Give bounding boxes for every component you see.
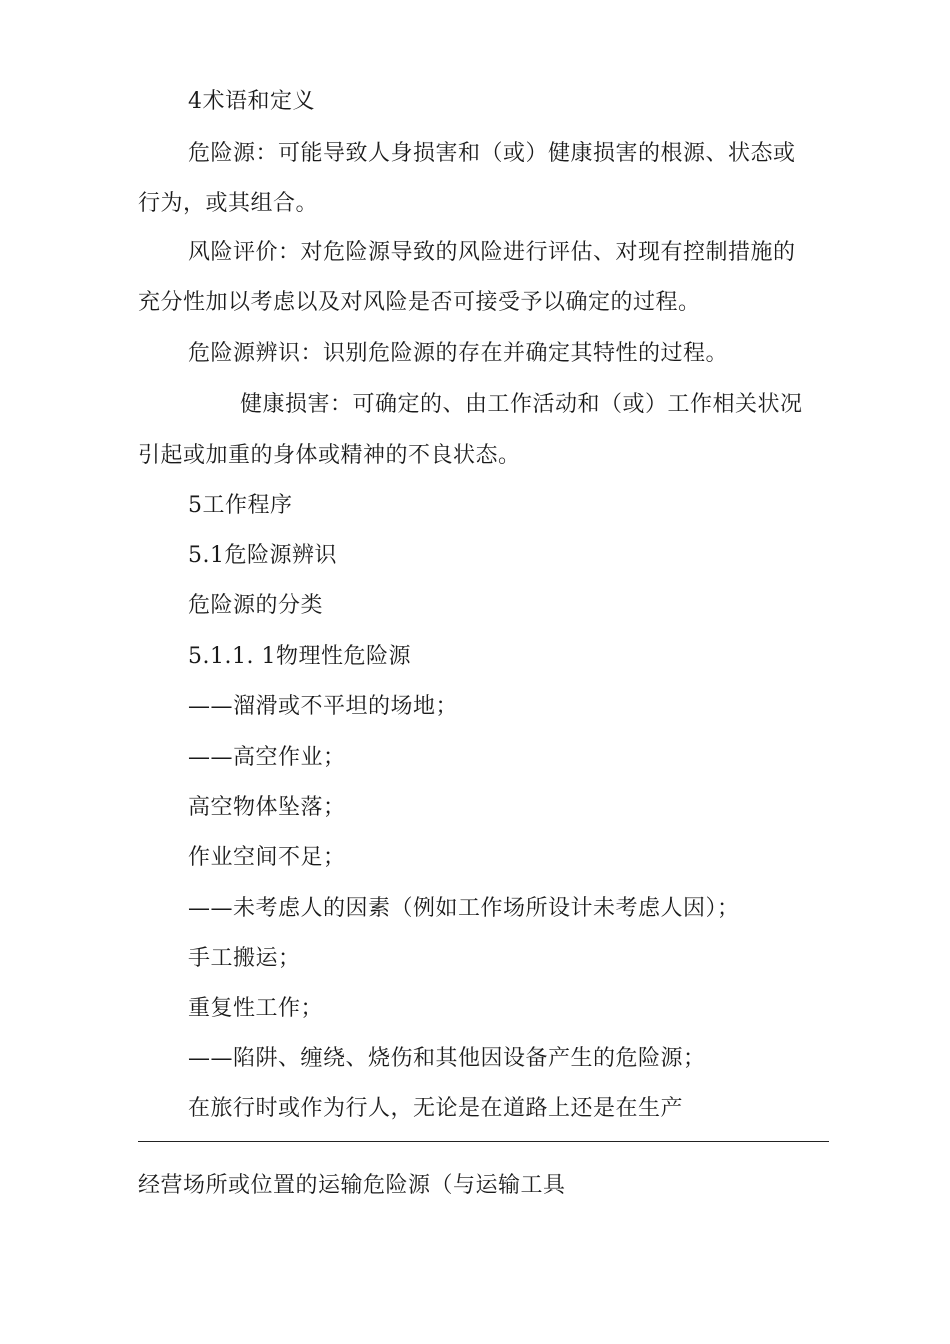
list-item: 手工搬运； bbox=[188, 946, 301, 971]
definition-health-damage-line-1: 健康损害：可确定的、由工作活动和（或）工作相关状况 bbox=[240, 392, 803, 417]
list-item: 高空物体坠落； bbox=[188, 795, 346, 820]
list-item: ——溜滑或不平坦的场地； bbox=[188, 694, 459, 719]
list-item: ——高空作业； bbox=[188, 745, 346, 770]
list-item: ——陷阱、缠绕、烧伤和其他因设备产生的危险源； bbox=[188, 1046, 706, 1071]
section-5-1-heading: 5.1危险源辨识 bbox=[188, 543, 337, 568]
footnote-divider bbox=[138, 1141, 829, 1142]
section-4-heading: 4术语和定义 bbox=[188, 89, 315, 114]
definition-health-damage-line-2: 引起或加重的身体或精神的不良状态。 bbox=[138, 443, 521, 468]
hazard-classification-heading: 危险源的分类 bbox=[188, 593, 324, 618]
section-5-heading: 5工作程序 bbox=[188, 493, 293, 518]
list-item: 在旅行时或作为行人，无论是在道路上还是在生产 bbox=[188, 1096, 684, 1121]
footnote-text: 经营场所或位置的运输危险源（与运输工具 bbox=[138, 1173, 566, 1198]
definition-hazard-line-1: 危险源：可能导致人身损害和（或）健康损害的根源、状态或 bbox=[188, 141, 796, 166]
definition-hazard-line-2: 行为，或其组合。 bbox=[138, 191, 319, 216]
definition-risk-evaluation-line-1: 风险评价：对危险源导致的风险进行评估、对现有控制措施的 bbox=[188, 240, 796, 265]
list-item: ——未考虑人的因素（例如工作场所设计未考虑人因）； bbox=[188, 896, 740, 921]
definition-risk-evaluation-line-2: 充分性加以考虑以及对风险是否可接受予以确定的过程。 bbox=[138, 290, 701, 315]
list-item: 重复性工作； bbox=[188, 996, 324, 1021]
section-5-1-1-heading: 5.1.1. 1物理性危险源 bbox=[188, 644, 411, 669]
list-item: 作业空间不足； bbox=[188, 845, 346, 870]
definition-hazard-identification: 危险源辨识：识别危险源的存在并确定其特性的过程。 bbox=[188, 341, 729, 366]
